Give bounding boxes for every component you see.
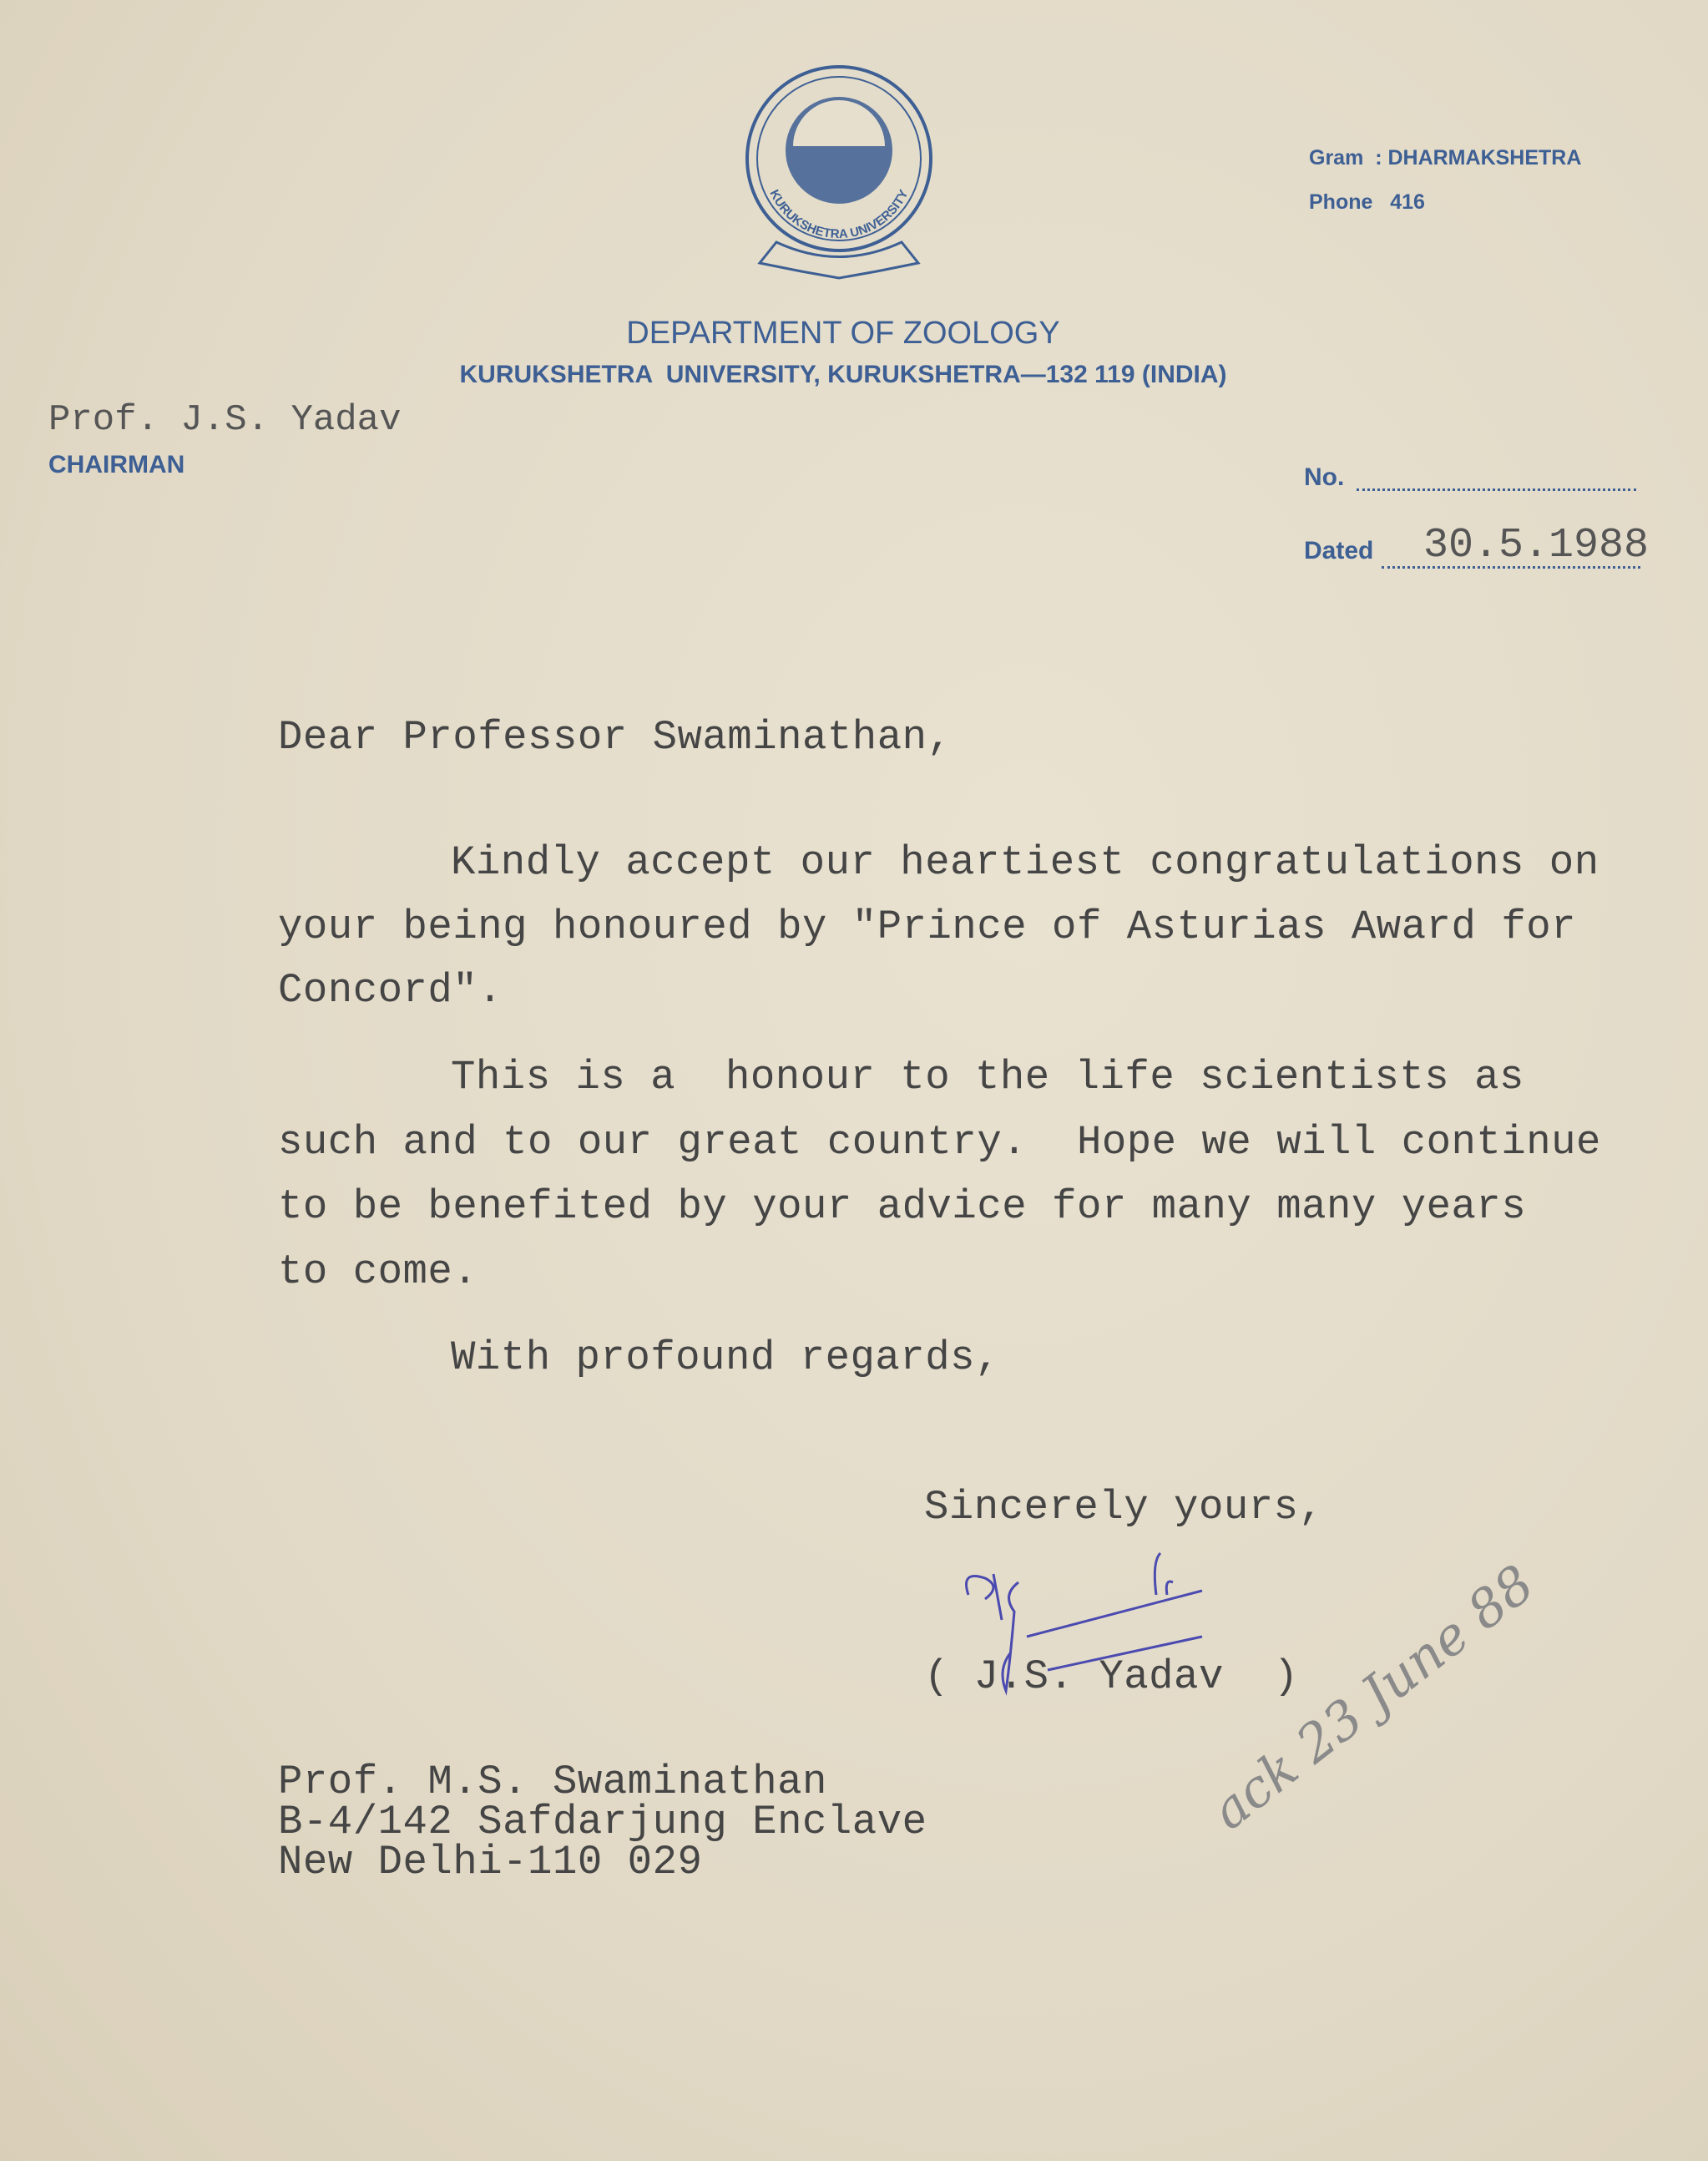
salutation: Dear Professor Swaminathan, bbox=[278, 714, 953, 761]
seal-text: KURUKSHETRA UNIVERSITY bbox=[766, 187, 912, 242]
body-line: your being honoured by "Prince of Asturias Award for bbox=[278, 903, 1577, 950]
gram-address: Gram : DHARMAKSHETRA bbox=[1309, 146, 1582, 170]
university-address: KURUKSHETRA UNIVERSITY, KURUKSHETRA—132 119 (INDIA) bbox=[459, 361, 1227, 388]
reference-number-line bbox=[1357, 488, 1636, 491]
body-line: Concord". bbox=[278, 967, 503, 1014]
sender-name: Prof. J.S. Yadav bbox=[48, 399, 402, 441]
phone-number: Phone 416 bbox=[1309, 190, 1425, 214]
letter-date: 30.5.1988 bbox=[1423, 522, 1650, 569]
recipient-city: New Delhi-110 029 bbox=[278, 1839, 703, 1885]
sender-title: CHAIRMAN bbox=[48, 451, 185, 478]
body-line: such and to our great country. Hope we will continue bbox=[278, 1119, 1601, 1166]
body-line: to be benefited by your advice for many many years bbox=[278, 1183, 1527, 1230]
dated-label: Dated bbox=[1304, 537, 1374, 564]
signoff: Sincerely yours, bbox=[924, 1484, 1324, 1531]
body-line: This is a honour to the life scientists as bbox=[451, 1054, 1524, 1101]
reference-number-label: No. bbox=[1304, 463, 1345, 491]
closing: With profound regards, bbox=[451, 1334, 1000, 1381]
department-title: DEPARTMENT OF ZOOLOGY bbox=[626, 316, 1060, 351]
body-line: Kindly accept our heartiest congratulations on bbox=[451, 839, 1599, 886]
pencil-acknowledgement-note: ack 23 June 88 bbox=[1200, 1552, 1545, 1842]
university-seal-logo bbox=[743, 63, 935, 288]
recipient-street: B-4/142 Safdarjung Enclave bbox=[278, 1799, 927, 1845]
body-line: to come. bbox=[278, 1248, 478, 1295]
signatory-name: ( J.S. Yadav ) bbox=[924, 1653, 1299, 1700]
recipient-name: Prof. M.S. Swaminathan bbox=[278, 1759, 827, 1805]
